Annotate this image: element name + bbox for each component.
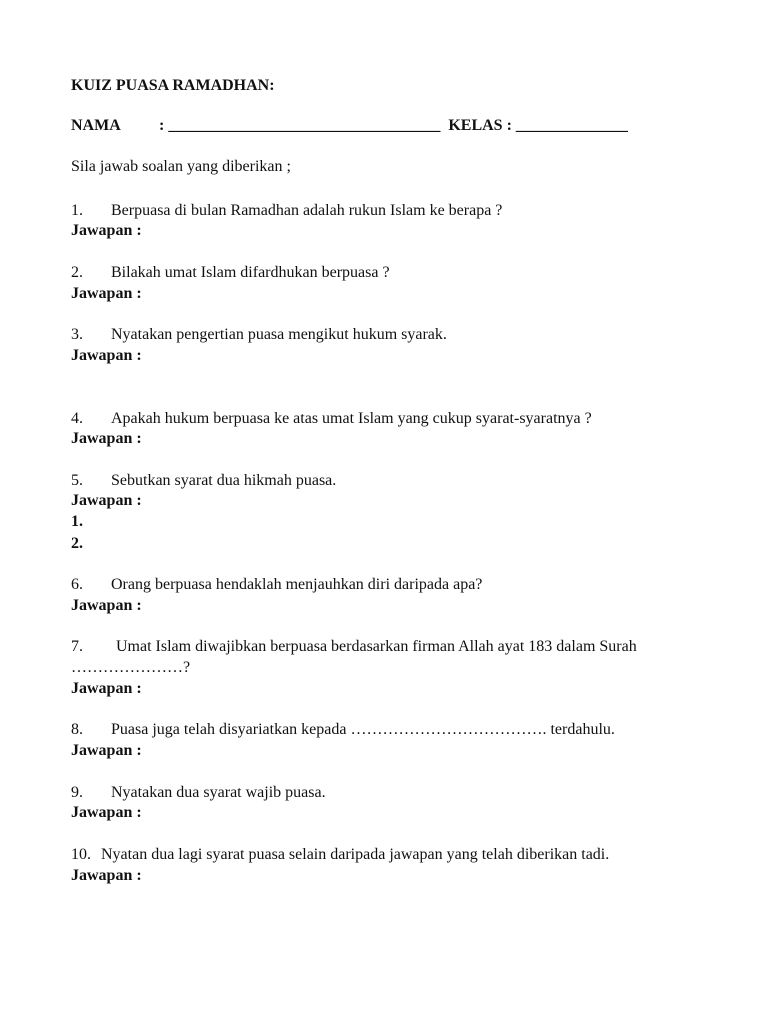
- answer-label-9: Jawapan :: [71, 804, 142, 821]
- question-number: 6.: [71, 576, 83, 593]
- question-text: Orang berpuasa hendaklah menjauhkan diri daripada apa?: [111, 576, 483, 593]
- answer-label-4: Jawapan :: [71, 430, 142, 447]
- question-7-continuation: …………………?: [71, 659, 191, 676]
- name-field: : __________________________________: [159, 117, 441, 134]
- answer-label-7: Jawapan :: [71, 680, 142, 697]
- class-field: ______________: [515, 117, 628, 134]
- answer-label-2: Jawapan :: [71, 285, 142, 302]
- answer-label-3: Jawapan :: [71, 347, 142, 364]
- question-number: 9.: [71, 784, 83, 801]
- answer-label-6: Jawapan :: [71, 597, 142, 614]
- question-2: [71, 263, 390, 283]
- quiz-title: KUIZ PUASA RAMADHAN:: [71, 77, 275, 94]
- question-number: 3.: [71, 326, 83, 343]
- question-text: Apakah hukum berpuasa ke atas umat Islam yang cukup syarat-syaratnya ?: [111, 410, 592, 427]
- question-text: Sebutkan syarat dua hikmah puasa.: [111, 472, 337, 489]
- student-info-row: [71, 116, 628, 136]
- question-7: [71, 637, 637, 657]
- question-text: Nyatakan dua syarat wajib puasa.: [111, 784, 326, 801]
- question-8: [71, 720, 615, 740]
- question-number: 4.: [71, 410, 83, 427]
- answer-label-10: Jawapan :: [71, 867, 142, 884]
- question-text: Berpuasa di bulan Ramadhan adalah rukun Islam ke berapa ?: [111, 202, 503, 219]
- class-label: KELAS :: [448, 117, 512, 134]
- answer-label-5: Jawapan :: [71, 492, 142, 509]
- question-4: [71, 409, 592, 429]
- question-number: 5.: [71, 472, 83, 489]
- question-number: 2.: [71, 264, 83, 281]
- question-text: Puasa juga telah disyariatkan kepada ………………………………. terdahulu.: [111, 721, 615, 738]
- instruction-text: Sila jawab soalan yang diberikan ;: [71, 158, 291, 175]
- answer-item-1: 1.: [71, 513, 83, 530]
- question-text: Bilakah umat Islam difardhukan berpuasa ?: [111, 264, 390, 281]
- question-1: [71, 201, 502, 221]
- question-10: [71, 845, 609, 865]
- name-label: NAMA: [71, 117, 121, 134]
- question-text: Nyatakan pengertian puasa mengikut hukum syarak.: [111, 326, 447, 343]
- question-5: [71, 471, 336, 491]
- answer-label-8: Jawapan :: [71, 742, 142, 759]
- answer-label-1: Jawapan :: [71, 222, 142, 239]
- answer-item-2: 2.: [71, 535, 83, 552]
- question-9: [71, 783, 326, 803]
- question-6: [71, 575, 482, 595]
- question-number: 8.: [71, 721, 83, 738]
- question-3: [71, 325, 447, 345]
- question-number: 7.: [71, 638, 83, 655]
- question-number: 1.: [71, 202, 83, 219]
- question-number: 10.: [71, 846, 91, 863]
- question-text: Nyatan dua lagi syarat puasa selain daripada jawapan yang telah diberikan tadi.: [101, 846, 610, 863]
- question-text: Umat Islam diwajibkan berpuasa berdasarkan firman Allah ayat 183 dalam Surah: [116, 638, 637, 655]
